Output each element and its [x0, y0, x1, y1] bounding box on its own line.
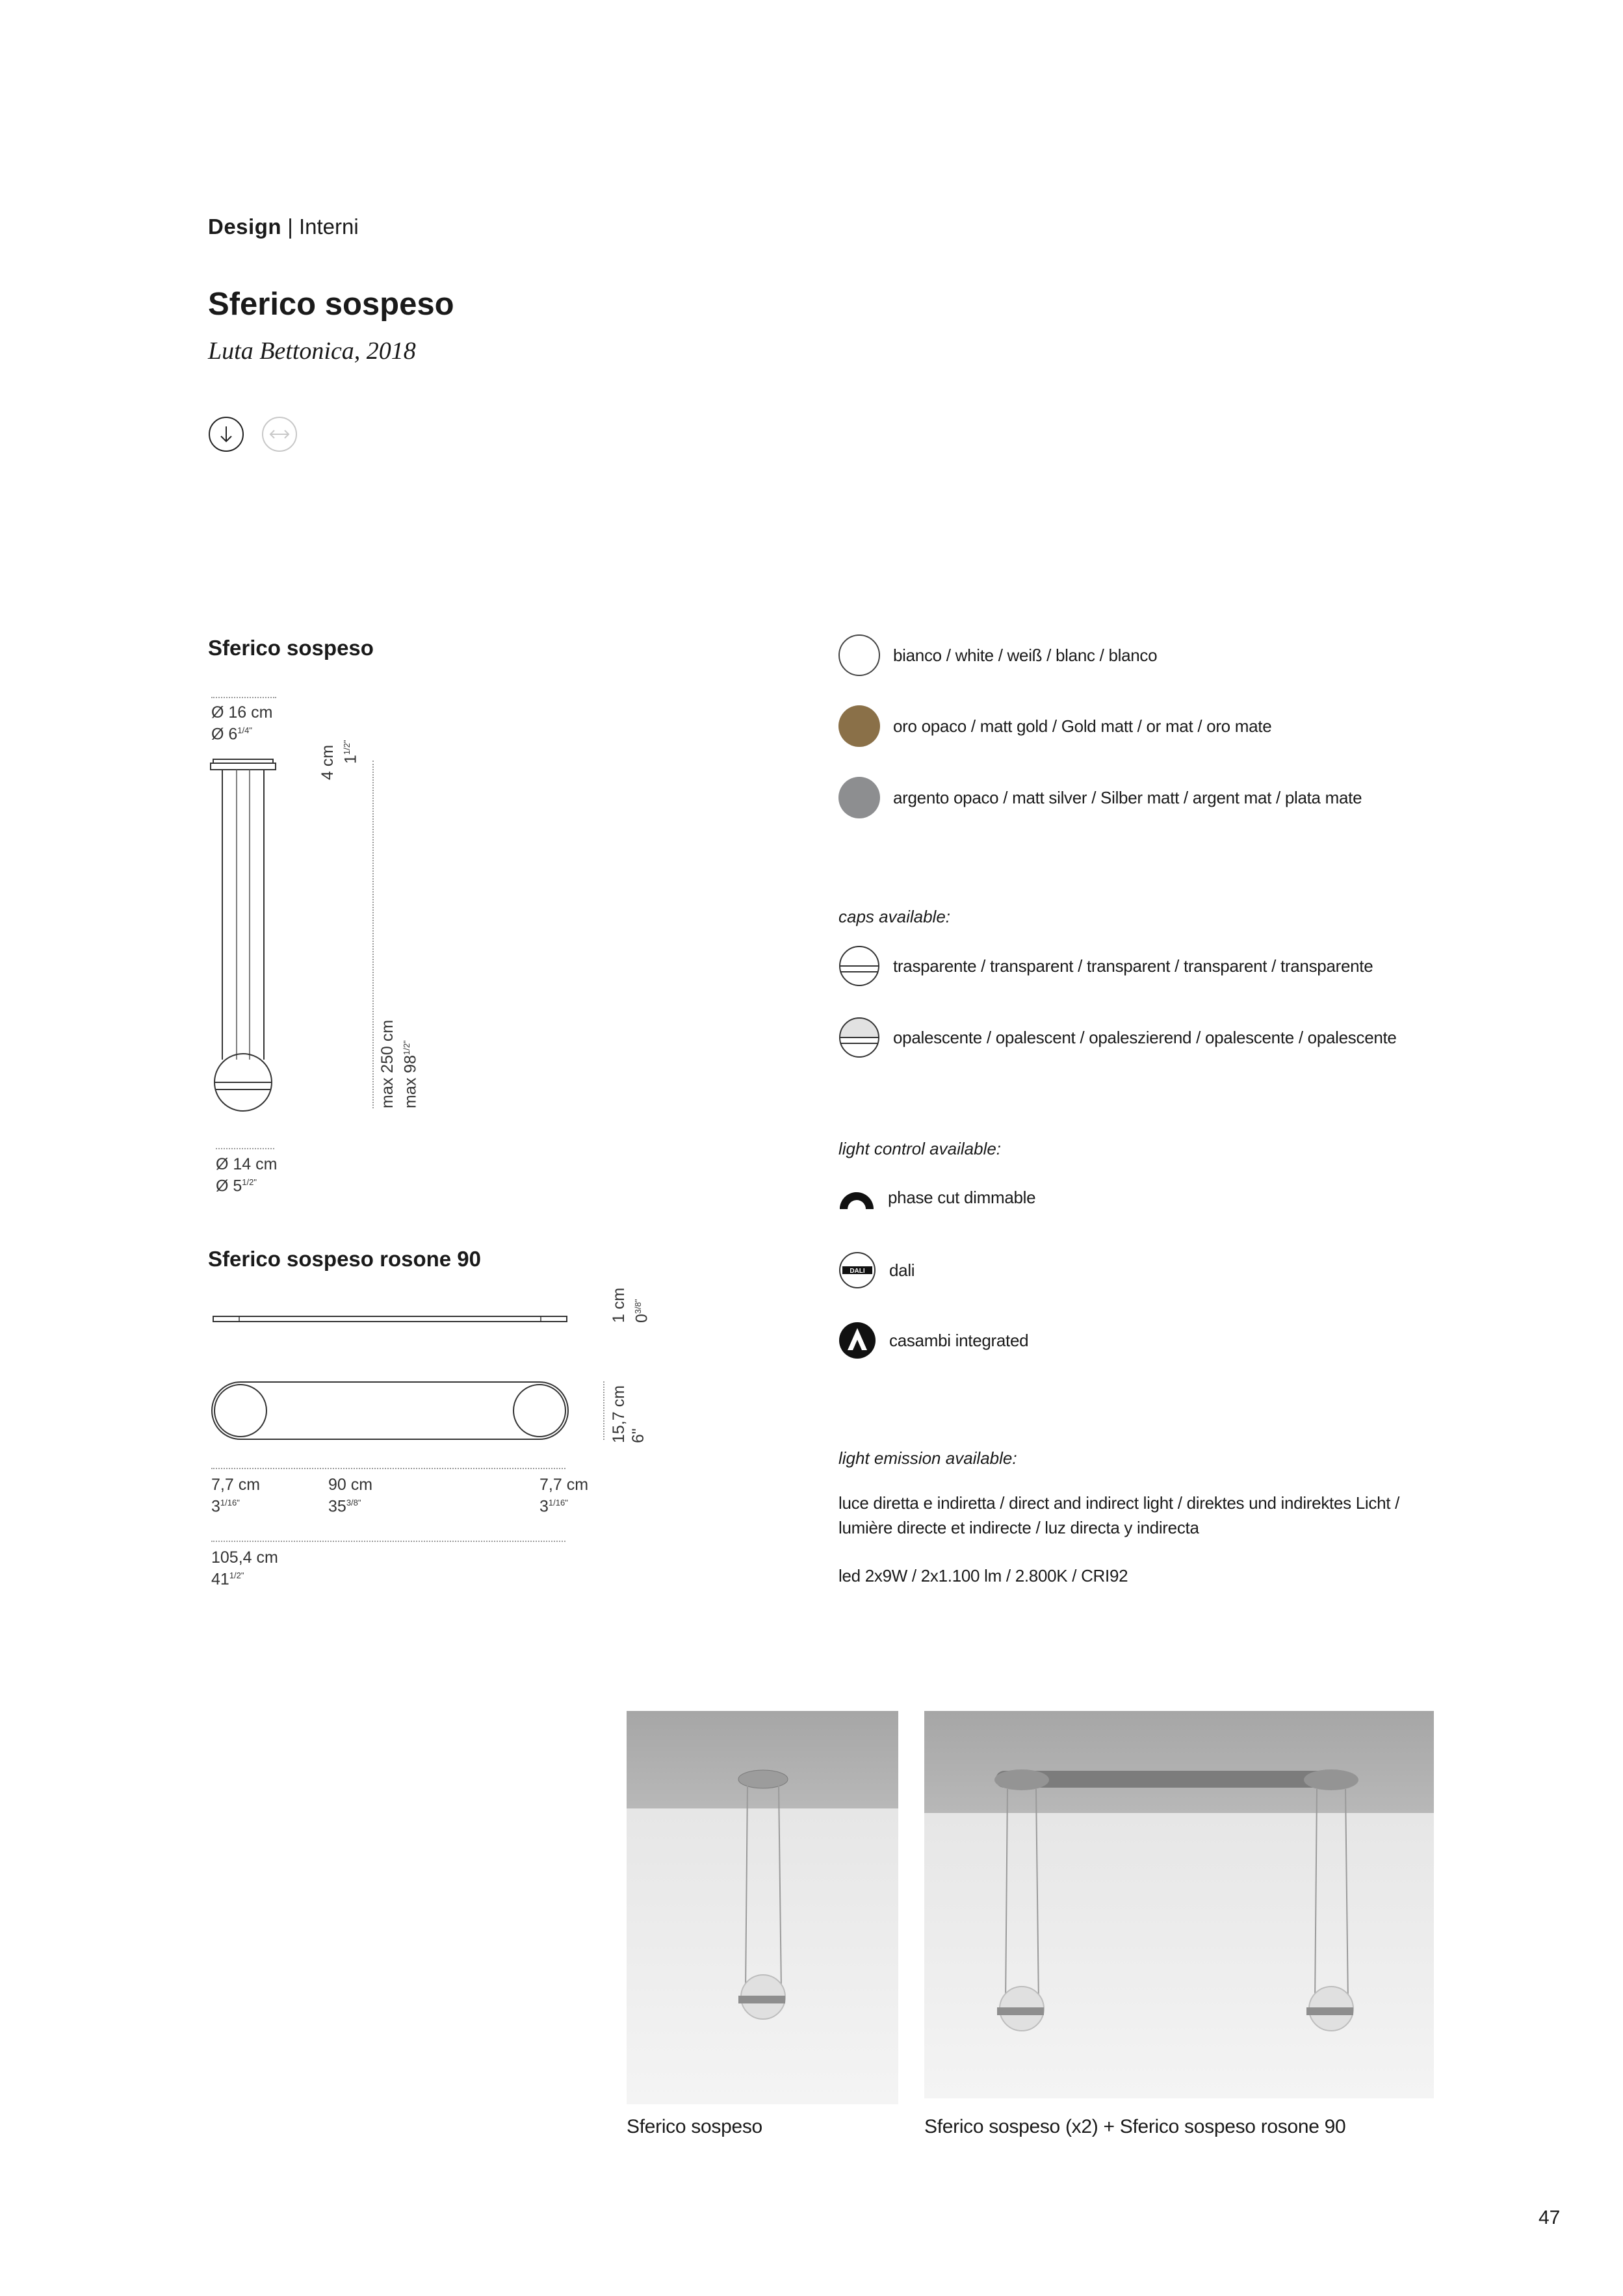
canopy-height-in-frac: 1/2" [342, 740, 352, 755]
cap-transparent-icon [838, 945, 880, 987]
caps-heading: caps available: [838, 907, 950, 926]
light-control-row [838, 1184, 1035, 1210]
finish-gold-swatch [838, 705, 880, 747]
emission-description [838, 1491, 1423, 1540]
right-length-in-frac: 1/16" [548, 1498, 568, 1507]
brand-section: Interni [298, 215, 359, 239]
drawing1-title: Sferico sospeso [208, 636, 374, 660]
bottom-diameter-label [216, 1155, 277, 1195]
left-length-in-frac: 1/16" [220, 1498, 240, 1507]
total-height-in-frac: 1/2" [402, 1040, 411, 1056]
cap-row [838, 1017, 1397, 1058]
rosone-thickness-in-frac: 3/8" [633, 1299, 643, 1314]
rosone-depth-in: 6" [629, 1428, 647, 1443]
light-emission-heading: light emission available: [838, 1448, 1017, 1468]
pendant-drawing [208, 754, 279, 1118]
left-length-label [211, 1476, 260, 1515]
finish-gold-label: oro opaco / matt gold / Gold matt / or mat / oro mate [893, 716, 1272, 736]
light-control-heading: light control available: [838, 1139, 1002, 1158]
rosone-side-drawing [208, 1310, 572, 1329]
dali-badge-text: DALI [850, 1268, 865, 1275]
photo-caption-1: Sferico sospeso [627, 2116, 762, 2137]
page-title: Sferico sospeso [208, 287, 454, 322]
finish-row [838, 705, 1271, 747]
top-diameter-in-frac: 1/4" [237, 725, 252, 735]
page-number: 47 [1539, 2207, 1561, 2228]
finish-white-swatch [838, 634, 880, 676]
mid-length-in-frac: 3/8" [346, 1498, 361, 1507]
dali-label: dali [889, 1260, 915, 1280]
left-length-cm: 7,7 cm [211, 1476, 261, 1494]
drawing2-title: Sferico sospeso rosone 90 [208, 1247, 481, 1271]
finish-silver-swatch [838, 777, 880, 818]
phase-cut-label: phase cut dimmable [888, 1187, 1036, 1207]
dim-line [211, 697, 276, 698]
casambi-label: casambi integrated [889, 1330, 1029, 1350]
emission-line-2: lumière directe et indirecte / luz directa y indirecta [838, 1518, 1199, 1537]
top-diameter-label [211, 703, 272, 743]
designer-credit: Luta Bettonica, 2018 [208, 337, 416, 365]
right-length-label [539, 1476, 588, 1515]
cap-opalescent-label: opalescente / opalescent / opaleszierend / opalescente / opalescente [893, 1027, 1397, 1047]
mid-length-in: 35 [328, 1497, 346, 1516]
light-control-row [838, 1322, 1028, 1359]
finish-white-label: bianco / white / weiß / blanc / blanco [893, 645, 1158, 665]
arrow-down-circle-icon [208, 416, 244, 452]
canopy-height-cm: 4 cm [318, 744, 337, 780]
total-length-in-frac: 1/2" [229, 1571, 244, 1580]
total-length-in: 41 [211, 1570, 229, 1589]
bottom-diameter-cm: Ø 14 cm [216, 1155, 278, 1173]
rosone-depth-cm: 15,7 cm [610, 1385, 628, 1443]
mid-length-label [328, 1476, 372, 1515]
right-length-cm: 7,7 cm [539, 1476, 589, 1494]
photo-caption-2: Sferico sospeso (x2) + Sferico sospeso rosone 90 [924, 2116, 1346, 2137]
finish-silver-label: argento opaco / matt silver / Silber matt / argent mat / plata mate [893, 787, 1362, 807]
dali-icon [838, 1251, 876, 1289]
mounting-icons [208, 416, 298, 452]
emission-specs: led 2x9W / 2x1.100 lm / 2.800K / CRI92 [838, 1566, 1128, 1585]
brand-separator: | [287, 215, 293, 239]
product-photo-rosone [924, 1711, 1434, 2098]
phase-cut-icon [838, 1184, 875, 1210]
dim-line [603, 1381, 604, 1440]
rosone-thickness-in: $0^{3/8"}$ [632, 1299, 651, 1323]
finish-row [838, 634, 1157, 676]
left-length-in: 3 [211, 1497, 220, 1516]
cap-opalescent-icon [838, 1017, 880, 1058]
total-length-label [211, 1548, 278, 1588]
bottom-diameter-in: Ø 5 [216, 1177, 242, 1195]
cap-row [838, 945, 1373, 987]
brand-line [208, 215, 359, 239]
top-diameter-in: Ø 6 [211, 725, 238, 744]
rosone-top-drawing [208, 1378, 572, 1443]
product-photo-single [627, 1711, 898, 2104]
right-length-in: 3 [539, 1497, 549, 1516]
brand-bold: Design [208, 215, 282, 239]
top-diameter-cm: Ø 16 cm [211, 703, 273, 722]
casambi-icon [838, 1322, 876, 1359]
finish-row [838, 777, 1362, 818]
total-length-cm: 105,4 cm [211, 1548, 278, 1567]
total-height-in: $\max 98^{1/2"}$ [401, 1040, 420, 1108]
dim-line [216, 1148, 274, 1149]
arrow-left-right-circle-icon [261, 416, 298, 452]
dim-line [211, 1541, 565, 1542]
bottom-diameter-in-frac: 1/2" [242, 1177, 257, 1187]
mid-length-cm: 90 cm [328, 1476, 373, 1494]
canopy-height-in: $1^{1/2"}$ [341, 740, 360, 764]
dim-line [372, 761, 374, 1108]
light-control-row [838, 1251, 915, 1289]
cap-transparent-label: trasparente / transparent / transparent / transparent / transparente [893, 956, 1373, 976]
emission-line-1: luce diretta e indiretta / direct and indirect light / direktes und indirektes Licht / [838, 1493, 1399, 1513]
total-height-cm: max 250 cm [378, 1019, 396, 1108]
rosone-thickness-cm: 1 cm [610, 1287, 628, 1323]
dim-line [211, 1468, 565, 1469]
